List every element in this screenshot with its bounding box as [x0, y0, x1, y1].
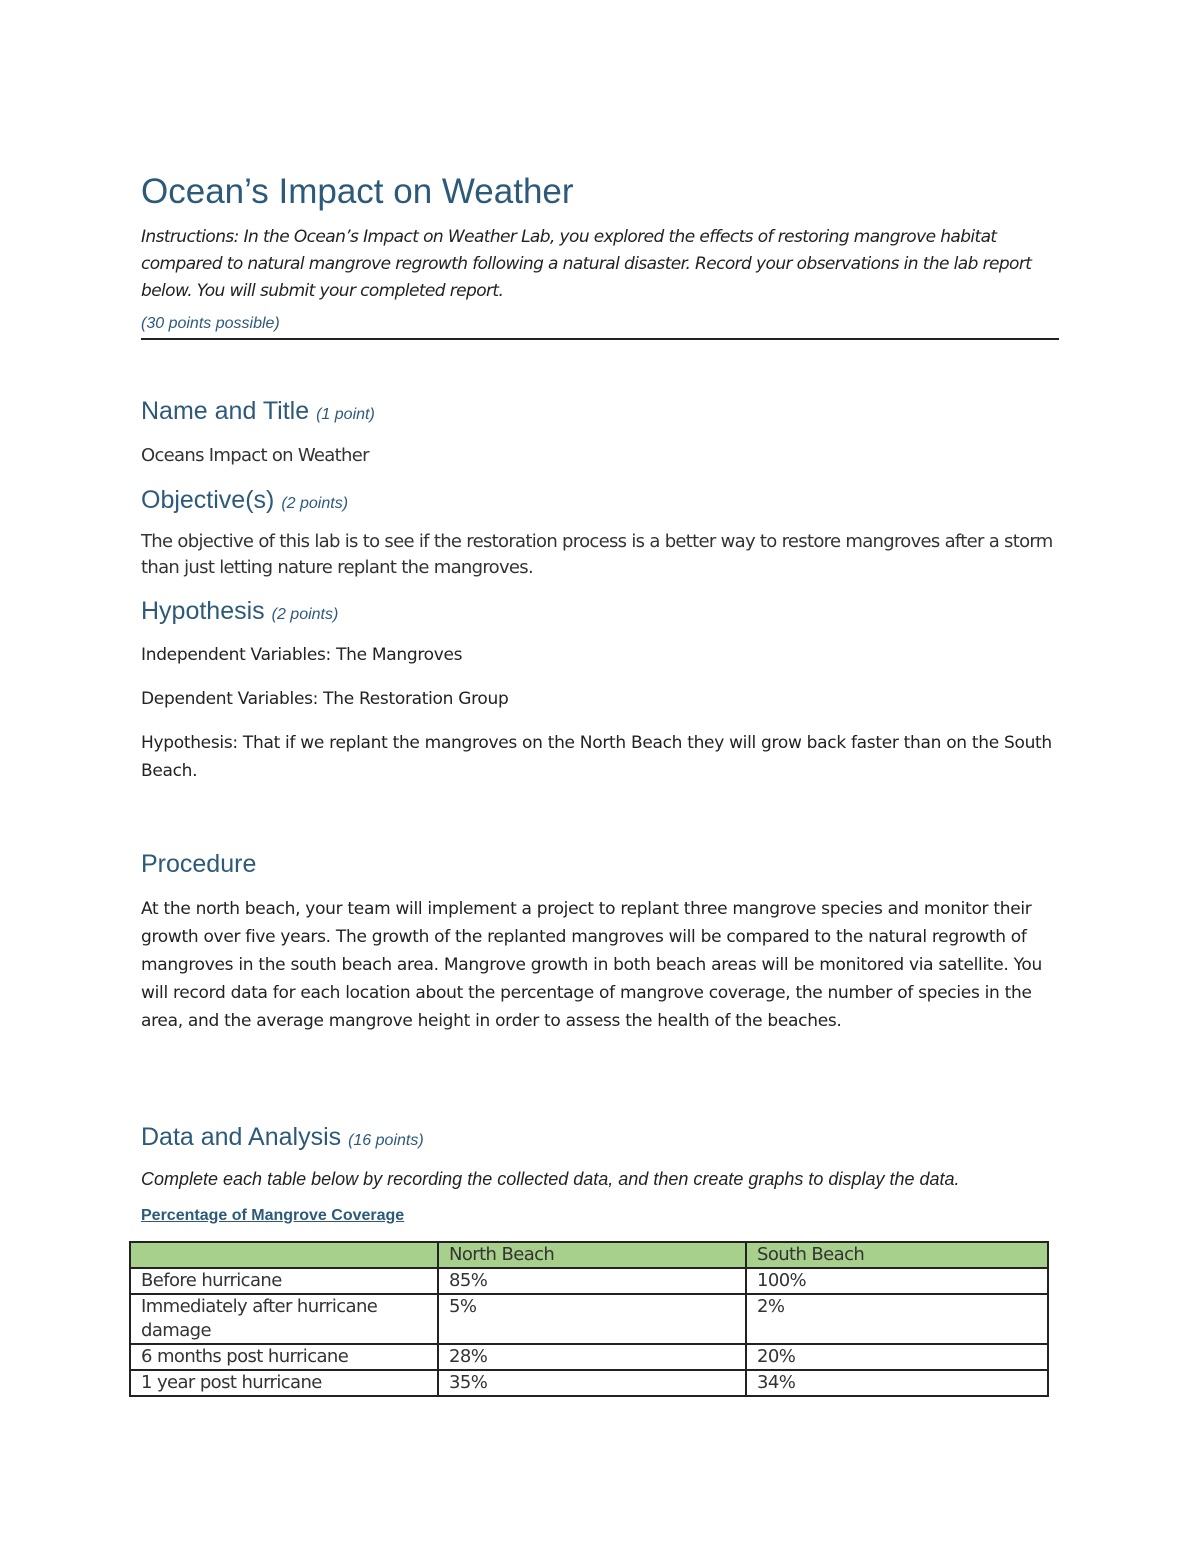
data-analysis-heading	[141, 1121, 424, 1157]
name-title-points: (1 point)	[316, 406, 375, 423]
document-title: Ocean’s Impact on Weather	[141, 172, 574, 211]
data-analysis-heading-text: Data and Analysis	[141, 1123, 342, 1151]
north-beach-value: 28%	[438, 1344, 746, 1370]
row-label: 6 months post hurricane	[130, 1344, 438, 1370]
hypothesis-heading	[141, 595, 338, 631]
south-beach-value: 20%	[746, 1344, 1048, 1370]
data-analysis-instructions: Complete each table below by recording the collected data, and then create graphs to display the data.	[141, 1169, 960, 1189]
table-row	[130, 1268, 1048, 1294]
table-row	[130, 1344, 1048, 1370]
dependent-variables: Dependent Variables: The Restoration Group	[141, 689, 509, 709]
instructions-text: Instructions: In the Ocean’s Impact on Weather Lab, you explored the effects of restoring mangrove habitat compared to natural mangrove regrowth following a natural disaster. Record your observations in the lab report below. You will submit your completed report.	[141, 227, 1032, 301]
row-label: Immediately after hurricane damage	[130, 1294, 438, 1344]
coverage-table	[129, 1241, 1049, 1397]
table-row	[130, 1294, 1048, 1344]
coverage-table-title: Percentage of Mangrove Coverage	[141, 1207, 405, 1224]
hypothesis-points: (2 points)	[271, 606, 339, 623]
points-possible: (30 points possible)	[141, 315, 280, 332]
objective-points: (2 points)	[281, 495, 349, 512]
objective-answer: The objective of this lab is to see if the restoration process is a better way to restore mangroves after a storm than just letting nature replant the mangroves.	[141, 531, 1053, 578]
south-beach-value: 34%	[746, 1370, 1048, 1396]
south-beach-value: 100%	[746, 1268, 1048, 1294]
north-beach-value: 35%	[438, 1370, 746, 1396]
header-cell-blank	[130, 1242, 438, 1268]
objective-heading	[141, 484, 348, 520]
header-cell-north-beach: North Beach	[438, 1242, 746, 1268]
table-row	[130, 1370, 1048, 1396]
document-header	[141, 170, 1059, 340]
row-label: 1 year post hurricane	[130, 1370, 438, 1396]
table-header-row	[130, 1242, 1048, 1268]
name-title-answer: Oceans Impact on Weather	[141, 445, 369, 466]
hypothesis-statement: Hypothesis: That if we replant the mangroves on the North Beach they will grow back faster than on the South Beach.	[141, 733, 1052, 781]
header-cell-south-beach: South Beach	[746, 1242, 1048, 1268]
objective-heading-text: Objective(s)	[141, 486, 275, 514]
hypothesis-heading-text: Hypothesis	[141, 597, 265, 625]
procedure-text: At the north beach, your team will implement a project to replant three mangrove species and monitor their growth over five years. The growth of the replanted mangroves will be compared to the natural regrowth of mangroves in the south beach area. Mangrove growth in both beach areas will be monitored via satellite. You will record data for each location about the percentage of mangrove coverage, the number of species in the area, and the average mangrove height in order to assess the health of the beaches.	[141, 899, 1043, 1031]
north-beach-value: 85%	[438, 1268, 746, 1294]
north-beach-value: 5%	[438, 1294, 746, 1344]
name-title-heading-text: Name and Title	[141, 397, 310, 425]
procedure-heading: Procedure	[141, 850, 257, 878]
independent-variables: Independent Variables: The Mangroves	[141, 645, 463, 665]
row-label: Before hurricane	[130, 1268, 438, 1294]
title-divider	[141, 338, 1059, 340]
south-beach-value: 2%	[746, 1294, 1048, 1344]
data-analysis-points: (16 points)	[348, 1132, 424, 1149]
name-title-heading	[141, 395, 375, 431]
